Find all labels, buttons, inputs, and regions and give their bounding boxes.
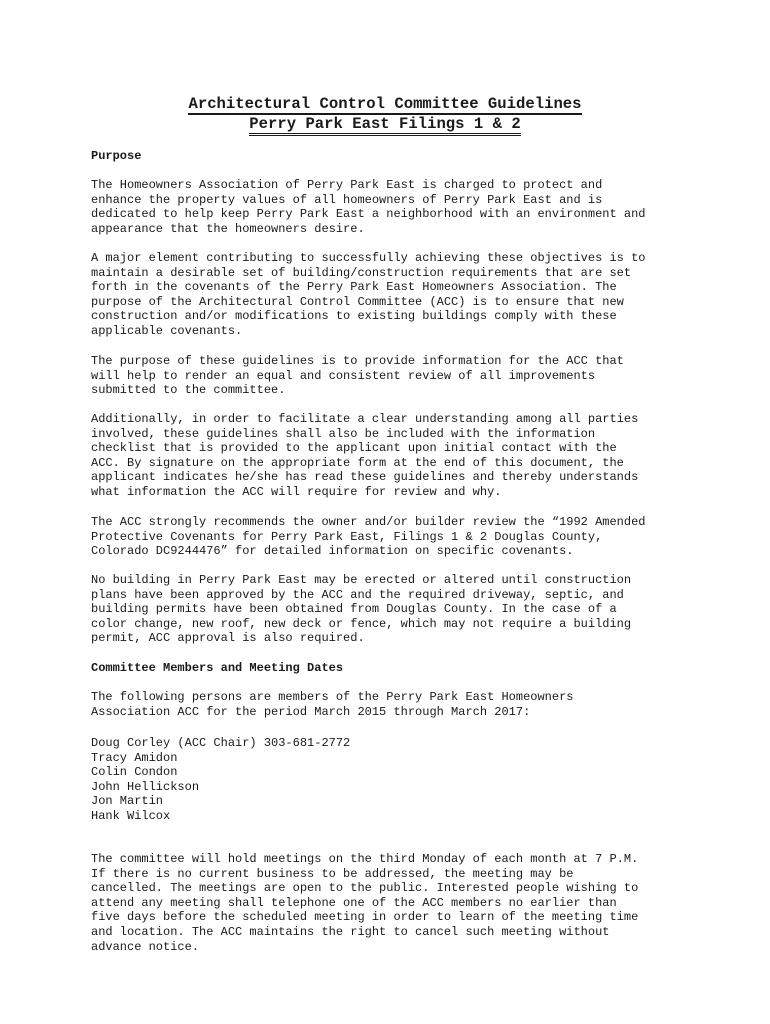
text-line: applicable covenants. [91,323,243,338]
text-line: No building in Perry Park East may be erected or altered until construction [91,573,632,587]
text-line: purpose of the Architectural Control Committee (ACC) is to ensure that new [91,294,624,309]
text-line: The committee will hold meetings on the third Monday of each month at 7 P.M. [91,852,639,866]
committee-heading: Committee Members and Meeting Dates [91,661,344,675]
text-line: Association ACC for the period March 2015 through March 2017: [91,704,531,719]
text-line: involved, these guidelines shall also be included with the information [91,426,596,441]
text-line: The Homeowners Association of Perry Park East is charged to protect and [91,178,603,192]
list-item: Jon Martin [91,794,164,809]
text-line: If there is no current business to be addressed, the meeting may be [91,866,574,881]
purpose-paragraph-4 [91,412,691,500]
document-title [0,94,770,115]
text-line: Protective Covenants for Perry Park East, Filings 1 & 2 Douglas County, [91,529,603,544]
title-line-1: Architectural Control Committee Guidelines [188,95,582,113]
list-item: John Hellickson [91,779,200,794]
text-line: advance notice. [91,939,200,954]
text-line: enhance the property values of all homeowners of Perry Park East and is [91,192,603,207]
text-line: Additionally, in order to facilitate a clear understanding among all parties [91,412,639,426]
text-line: five days before the scheduled meeting in order to learn of the meeting time [91,910,639,925]
text-line: A major element contributing to successfully achieving these objectives is to [91,251,646,265]
list-item: Doug Corley (ACC Chair) 303-681-2772 [91,736,351,750]
text-line: maintain a desirable set of building/construction requirements that are set [91,265,632,280]
text-line: cancelled. The meetings are open to the public. Interested people wishing to [91,881,639,896]
list-item: Colin Condon [91,765,178,780]
text-line: plans have been approved by the ACC and the required driveway, septic, and [91,587,624,602]
member-list [91,736,350,824]
text-line: The purpose of these guidelines is to provide information for the ACC that [91,354,624,368]
text-line: applicant indicates he/she has read these guidelines and thereby understands [91,470,639,485]
purpose-paragraph-1 [91,178,691,236]
text-line: ACC. By signature on the appropriate form at the end of this document, the [91,455,624,470]
committee-intro [91,690,691,719]
text-line: submitted to the committee. [91,383,286,398]
text-line: color change, new roof, new deck or fence, which may not require a building [91,616,632,631]
text-line: attend any meeting shall telephone one of the ACC members no earlier than [91,895,617,910]
list-item: Tracy Amidon [91,750,178,765]
purpose-paragraph-3 [91,354,691,398]
document-subtitle [0,114,770,136]
text-line: building permits have been obtained from Douglas County. In the case of a [91,602,617,617]
text-line: Colorado DC9244476” for detailed information on specific covenants. [91,544,574,559]
text-line: will help to render an equal and consistent review of all improvements [91,368,596,383]
purpose-paragraph-6 [91,573,691,646]
text-line: The ACC strongly recommends the owner and/or builder review the “1992 Amended [91,515,646,529]
text-line: permit, ACC approval is also required. [91,631,365,646]
purpose-heading: Purpose [91,149,142,163]
text-line: construction and/or modifications to existing buildings comply with these [91,309,617,324]
list-item: Hank Wilcox [91,808,171,823]
text-line: forth in the covenants of the Perry Park East Homeowners Association. The [91,280,617,295]
text-line: The following persons are members of the Perry Park East Homeowners [91,690,574,704]
text-line: appearance that the homeowners desire. [91,221,365,236]
text-line: what information the ACC will require for review and why. [91,484,502,499]
title-line-2: Perry Park East Filings 1 & 2 [249,115,520,136]
text-line: dedicated to help keep Perry Park East a neighborhood with an environment and [91,207,646,222]
purpose-paragraph-2 [91,251,691,339]
meetings-paragraph [91,852,691,954]
text-line: and location. The ACC maintains the right to cancel such meeting without [91,924,610,939]
purpose-paragraph-5 [91,515,691,559]
text-line: checklist that is provided to the applicant upon initial contact with the [91,441,617,456]
